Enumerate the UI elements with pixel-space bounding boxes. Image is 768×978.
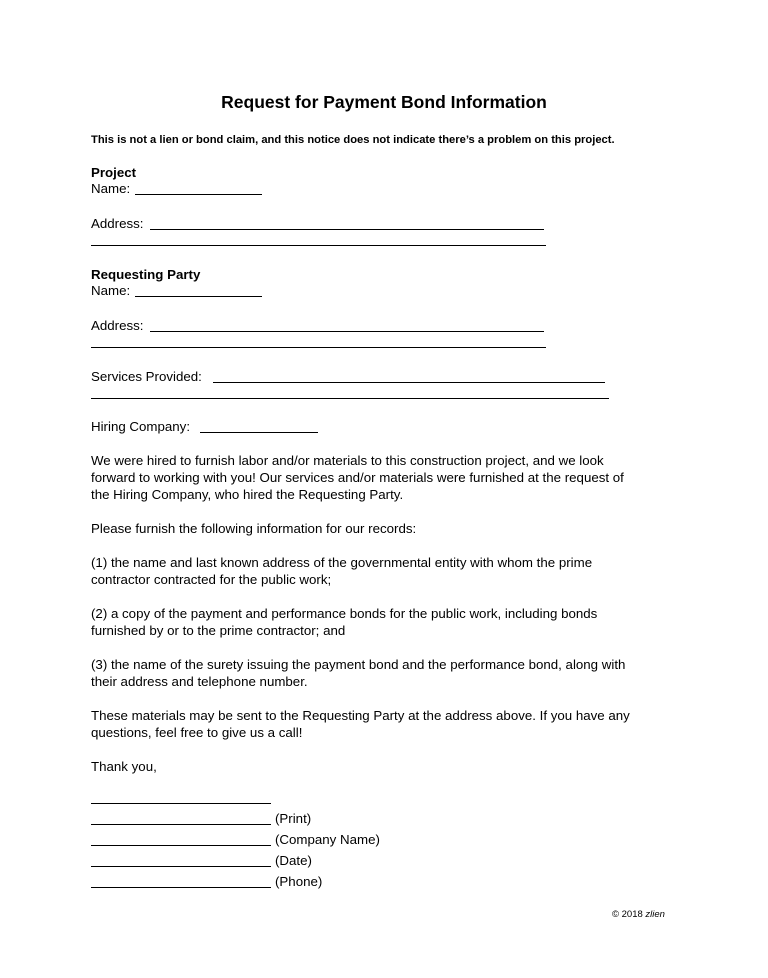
intro-line: the Hiring Company, who hired the Requesting Party. — [91, 487, 404, 502]
project-address-label: Address: — [91, 216, 144, 231]
project-heading: Project — [91, 165, 137, 180]
intro-line: forward to working with you! Our services and/or materials were furnished at the request of — [91, 470, 624, 485]
phone-field[interactable] — [91, 887, 271, 888]
date-label: (Date) — [275, 853, 312, 868]
intro-line: We were hired to furnish labor and/or materials to this construction project, and we look — [91, 453, 604, 468]
request-line: Please furnish the following information for our records: — [91, 521, 417, 536]
item-3-paragraph — [91, 656, 691, 690]
item-1-line: contractor contracted for the public work; — [91, 572, 332, 587]
company-name-label: (Company Name) — [275, 832, 380, 847]
project-name-field[interactable] — [135, 194, 262, 195]
closing-line: questions, feel free to give us a call! — [91, 725, 303, 740]
phone-label: (Phone) — [275, 874, 323, 889]
item-3-line: their address and telephone number. — [91, 674, 308, 689]
services-provided-label: Services Provided: — [91, 369, 202, 384]
copyright-text: © 2018 — [612, 909, 643, 920]
requesting-party-address-label: Address: — [91, 318, 144, 333]
date-field[interactable] — [91, 866, 271, 867]
services-provided-field-line2[interactable] — [91, 398, 609, 399]
project-address-field-line2[interactable] — [91, 245, 546, 246]
brand-name: zlien — [645, 909, 665, 920]
item-2-line: furnished by or to the prime contractor; and — [91, 623, 346, 638]
closing-line: These materials may be sent to the Requesting Party at the address above. If you have any — [91, 708, 630, 723]
intro-paragraph — [91, 452, 691, 503]
services-provided-field-line1[interactable] — [213, 382, 605, 383]
print-label: (Print) — [275, 811, 312, 826]
item-2-paragraph — [91, 605, 691, 639]
thank-you-paragraph — [91, 758, 691, 775]
print-name-field[interactable] — [91, 824, 271, 825]
hiring-company-label: Hiring Company: — [91, 419, 191, 434]
signature-field[interactable] — [91, 803, 271, 804]
closing-paragraph — [91, 707, 691, 741]
project-name-label: Name: — [91, 181, 131, 196]
disclaimer-notice: This is not a lien or bond claim, and this notice does not indicate there’s a problem on this project. — [91, 134, 615, 146]
item-1-line: (1) the name and last known address of the governmental entity with whom the prime — [91, 555, 593, 570]
item-3-line: (3) the name of the surety issuing the payment bond and the performance bond, along with — [91, 657, 626, 672]
item-1-paragraph — [91, 554, 691, 588]
requesting-party-name-label: Name: — [91, 283, 131, 298]
requesting-party-address-field-line2[interactable] — [91, 347, 546, 348]
company-name-field[interactable] — [91, 845, 271, 846]
document-title: Request for Payment Bond Information — [221, 92, 547, 112]
thank-you-line: Thank you, — [91, 759, 157, 774]
requesting-party-heading: Requesting Party — [91, 267, 201, 282]
item-2-line: (2) a copy of the payment and performance bonds for the public work, including bonds — [91, 606, 598, 621]
request-paragraph — [91, 520, 691, 537]
requesting-party-address-field-line1[interactable] — [150, 331, 544, 332]
project-address-field-line1[interactable] — [150, 229, 544, 230]
requesting-party-name-field[interactable] — [135, 296, 262, 297]
hiring-company-field[interactable] — [200, 432, 318, 433]
copyright-footer — [612, 909, 665, 921]
